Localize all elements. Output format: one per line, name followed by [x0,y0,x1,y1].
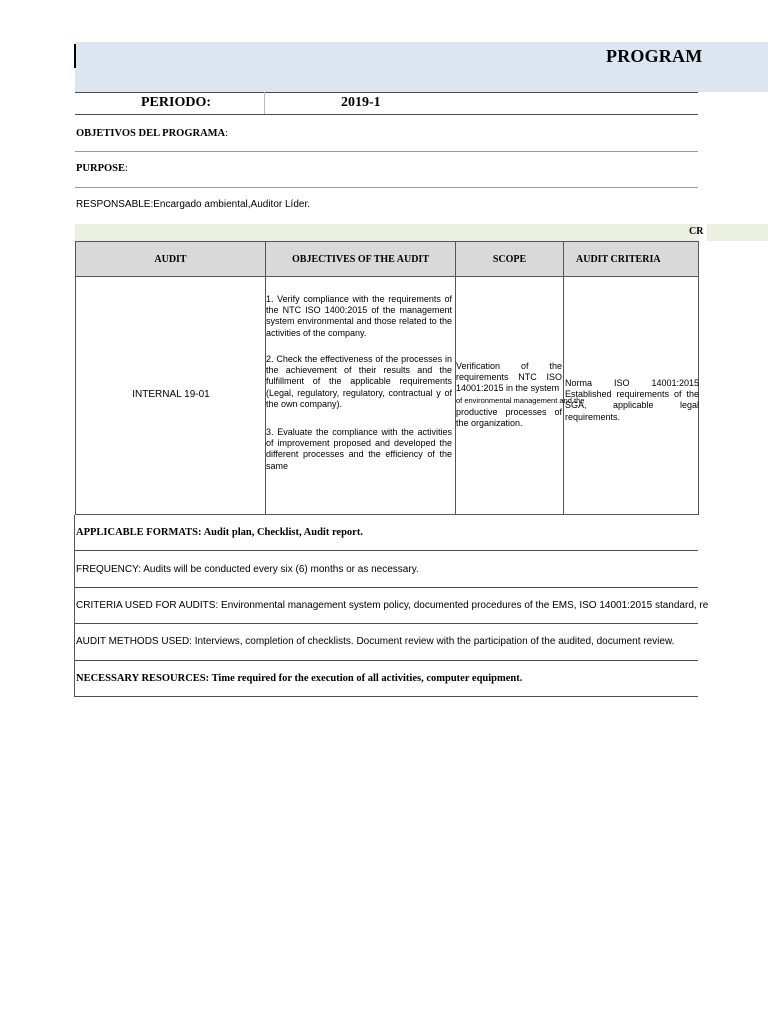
objetivos-label: OBJETIVOS DEL PROGRAMA [76,128,226,139]
header-criteria: AUDIT CRITERIA [564,242,698,277]
audit-cell: INTERNAL 19-01 [132,389,210,400]
necessary-resources-row [76,673,522,684]
criteria-used-row: CRITERIA USED FOR AUDITS: Environmental management system policy, documented procedures of the EMS, ISO 14001:2015 standard, re [76,600,709,611]
purpose-row [76,163,128,174]
scope-line-3: productive processes of the organization. [456,407,562,429]
title-left-border [74,44,76,68]
criteria-band [75,224,768,241]
objective-2: 2. Check the effectiveness of the processes in the achievement of their results and the fulfillment of the applicable requirements (Legal, regulatory, regulatory, contractual y of the own company). [266,354,452,409]
left-border [74,515,75,697]
purpose-suffix: : [125,163,128,174]
scope-line-1: Verification of the requirements NTC ISO 14001:2015 in the system [456,361,562,394]
scope-line-2: of environmental management and the [456,396,585,405]
audit-table [75,241,699,515]
responsable-row: RESPONSABLE:Encargado ambiental,Auditor Líder. [76,199,311,210]
objetivos-suffix: : [225,128,229,139]
audit-methods-row: AUDIT METHODS USED: Interviews, completion of checklists. Document review with the participation of the audited, document review. [76,636,675,647]
frequency-row: FREQUENCY: Audits will be conducted every six (6) months or as necessary. [76,564,419,575]
purpose-label: PURPOSE [76,163,126,174]
necessary-resources-value: : Time required for the execution of all activities, computer equipment. [205,673,523,684]
divider [75,114,698,115]
objective-1: 1. Verify compliance with the requirements of the NTC ISO 1400:2015 of the management system environmental and those related to the activities of the company. [266,294,452,338]
header-scope: SCOPE [456,242,564,277]
header-audit: AUDIT [76,242,266,277]
program-title: PROGRAM [606,46,703,66]
divider [75,550,698,551]
applicable-formats-label: APPLICABLE FORMATS [76,527,199,538]
cell-divider [264,92,265,114]
applicable-formats-row [76,527,363,538]
divider [75,587,698,588]
header-objectives: OBJECTIVES OF THE AUDIT [266,242,456,277]
divider [75,151,698,152]
periodo-value: 2019-1 [341,95,381,110]
divider [75,92,698,93]
criteria-band-label: CR [689,226,704,237]
necessary-resources-label: NECESSARY RESOURCES [76,673,206,684]
objective-3: 3. Evaluate the compliance with the activities of improvement proposed and developed the different processes and the efficiency of the same [266,427,452,471]
divider [75,623,698,624]
column-divider [563,242,564,514]
divider [75,660,698,661]
objetivos-row [76,128,228,139]
applicable-formats-value: : Audit plan, Checklist, Audit report. [198,527,363,538]
criteria-cell: Norma ISO 14001:2015 Established requirements of the SGA, applicable legal requirements. [565,378,699,422]
divider [75,187,698,188]
divider [75,696,698,697]
periodo-label: PERIODO: [141,95,211,110]
